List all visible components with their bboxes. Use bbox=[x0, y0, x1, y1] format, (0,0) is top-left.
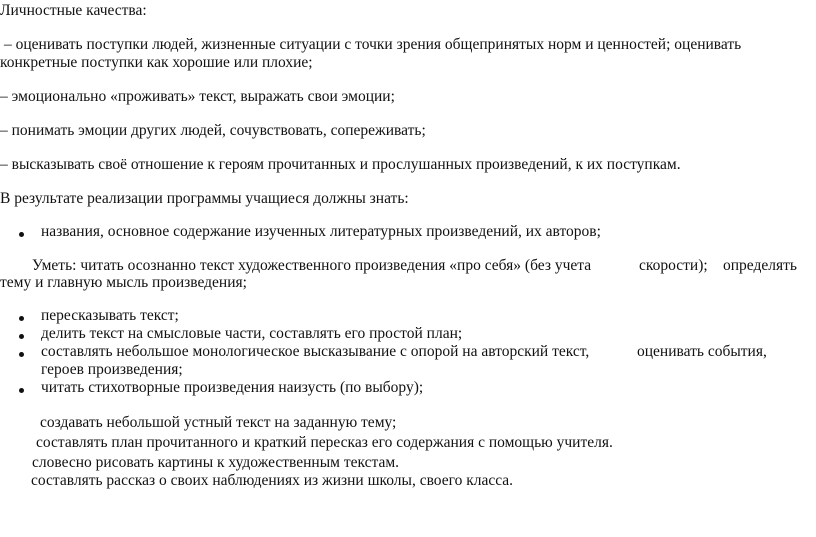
quality-line: – высказывать своё отношение к героям прочитанных и прослушанных произведений, к их поступкам. bbox=[0, 156, 681, 173]
section-heading: Личностные качества: bbox=[0, 2, 147, 19]
quality-line: – оценивать поступки людей, жизненные ситуации с точки зрения общепринятых норм и ценностей; оценивать bbox=[4, 36, 742, 53]
bullet-icon bbox=[19, 334, 24, 339]
bullet-icon bbox=[19, 388, 24, 393]
skill-item: составлять небольшое монологическое высказывание с опорой на авторский текст, bbox=[41, 343, 590, 360]
bullet-icon bbox=[19, 232, 24, 237]
bullet-icon bbox=[19, 316, 24, 321]
quality-line: – эмоционально «проживать» текст, выражать свои эмоции; bbox=[0, 88, 395, 105]
skills-intro-line2: тему и главную мысль произведения; bbox=[0, 274, 247, 291]
bullet-icon bbox=[19, 352, 24, 357]
extra-item: составлять план прочитанного и краткий пересказ его содержания с помощью учителя. bbox=[36, 434, 613, 451]
skill-item: делить текст на смысловые части, составлять его простой план; bbox=[41, 325, 463, 342]
extra-item: составлять рассказ о своих наблюдениях из жизни школы, своего класса. bbox=[31, 472, 514, 489]
skill-item: пересказывать текст; bbox=[41, 307, 179, 324]
skills-intro-determine: определять bbox=[723, 257, 797, 274]
results-intro: В результате реализации программы учащиеся должны знать: bbox=[0, 190, 409, 207]
extra-item: создавать небольшой устный текст на заданную тему; bbox=[40, 414, 397, 431]
quality-line: конкретные поступки как хорошие или плохие; bbox=[0, 54, 313, 71]
skill-item-evaluate: оценивать события, bbox=[637, 343, 767, 360]
skill-item-cont: героев произведения; bbox=[41, 361, 183, 378]
skills-intro-speed: скорости); bbox=[639, 257, 708, 274]
skills-intro: Уметь: читать осознанно текст художественного произведения «про себя» (без учета bbox=[32, 257, 592, 274]
quality-line: – понимать эмоции других людей, сочувствовать, сопереживать; bbox=[0, 122, 426, 139]
extra-item: словесно рисовать картины к художественным текстам. bbox=[32, 454, 400, 471]
skill-item: читать стихотворные произведения наизусть (по выбору); bbox=[41, 379, 424, 396]
know-item: названия, основное содержание изученных литературных произведений, их авторов; bbox=[41, 223, 601, 240]
